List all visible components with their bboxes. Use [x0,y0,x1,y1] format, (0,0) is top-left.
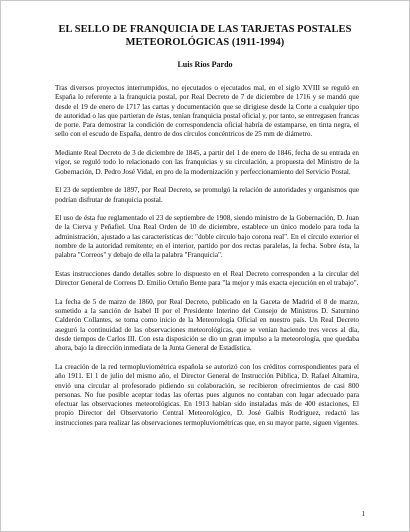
paragraph-2: Mediante Real Decreto de 3 de diciembre de 1845, a partir del 1 de enero de 1846, fecha de su entrada en vigor, se reguló todo lo relacionado con las franquicias y su circulación, a propuesta del Ministro de la Gobernación, D. Pedro José Vidal, en pro de la modernización y perfeccionamiento del Servicio Postal. [55,149,359,176]
paragraph-1: Tras diversos proyectos interrumpidos, no ejecutados o ejecutados mal, en el siglo XVIII se reguló en España lo referente a la franquicia postal, por Real Decreto de 7 de diciembre de 1716 y se mandó que desde el 19 de enero de 1717 las cartas y documentación que se dirigiese desde la Corte a cualquier tipo de autoridad o las que partieran de éstas, tenían franquicia postal oficial y, por tanto, se entregasen francas de porte. Para demostrar la condición de correspondencia oficial habría de estamparse, en tinta negra, el sello con el escudo de España, dentro de dos círculos concéntricos de 25 mm de diámetro. [55,84,359,139]
document-body [55,84,359,428]
paragraph-5: Estas instrucciones dando detalles sobre lo dispuesto en el Real Decreto corresponden a la circular del Director General de Correos D. Emilio Ortuño Bente para "la mejor y más exacta ejecución en el trabajo". [55,269,359,288]
paragraph-6: La fecha de 5 de marzo de 1860, por Real Decreto, publicado en la Gaceta de Madrid el 8 de marzo, sometido a la sanción de Isabel II por el Presidente Interino del Consejo de Ministros D. Saturnino Calderón Collantes, se toma como inicio de la Meteorología Oficial en nuestro país. Un Real Decreto aseguró la continuidad de las observaciones meteorológicas, que se venían haciendo tres veces al día, desde tiempos de Carlos III. Con esta disposición se dio un gran impulso a la meteorología, que quedaba ahora, bajo la dirección inmediata de la Junta General de Estadística. [55,297,359,353]
author-name: Luis Ríos Pardo [177,60,233,69]
paragraph-4: El uso de ésta fue reglamentado el 23 de septiembre de 1908, siendo ministro de la Gobernación, D. Juan de la Cierva y Peñafiel. Una Real Orden de 10 de diciembre, establece un único modelo para toda la administración, ajustado a las características de: "doble círculo bajo corona real". En el círculo exterior el nombre de la autoridad remitente; en el interior, partido por dos rectas paralelas, la fecha. Sobre ésta, la palabra "Correos" y debajo de ella la palabra "Franquicia". [55,214,359,260]
paragraph-7: La creación de la red termopluviométrica española se autorizó con los créditos correspondientes para el año 1911. El 1 de julio del mismo año, el Director General de Instrucción Pública, D. Rafael Altamira, envió una circular al profesorado pidiendo su colaboración, se recibieron ofrecimientos de casi 800 personas. No fue posible aceptar todas las ofertas pues algunos no contaban con lugar adecuado para efectuar las observaciones meteorológicas. En 1913 habían sido instaladas más de 400 estaciones, El propio Director del Observatorio Central Meteorológico, D. José Galbis Rodríguez, redactó las instrucciones para realizar las observaciones termopluviométricas que, en su mayor parte, siguen vigentes. [55,362,359,427]
document-title: EL SELLO DE FRANQUICIA DE LAS TARJETAS POSTALES METEOROLÓGICAS (1911-1994) [58,24,352,48]
page-number: 1 [361,510,365,518]
paragraph-3: El 23 de septiembre de 1897, por Real Decreto, se promulgó la relación de autoridades y organismos que podrían disfrutar de franquicia postal. [55,186,359,204]
